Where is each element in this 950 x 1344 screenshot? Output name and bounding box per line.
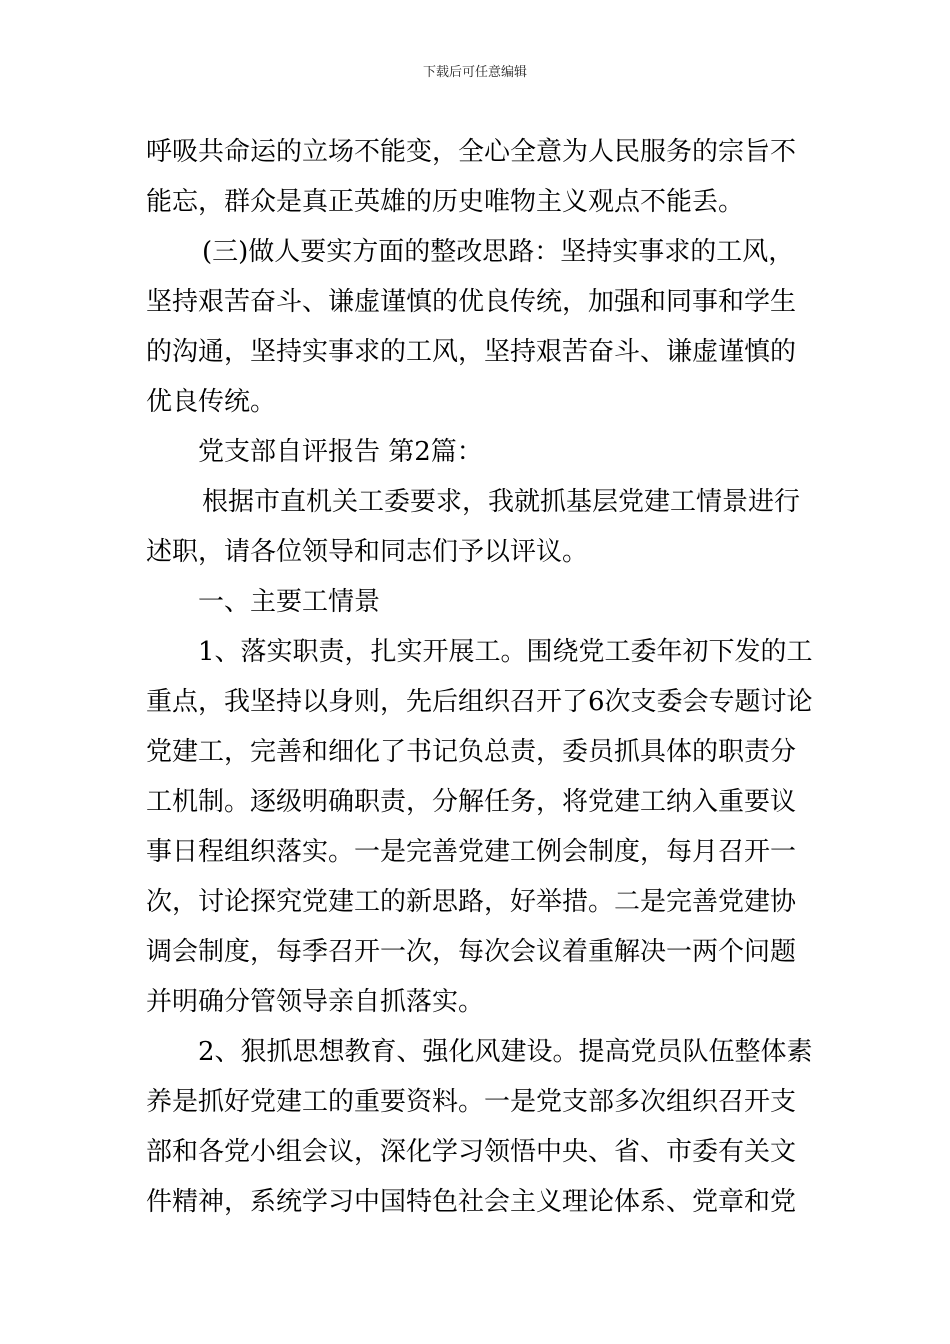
text-line: 的沟通，坚持实事求的工风，坚持艰苦奋斗、谦虚谨慎的 [146,337,797,367]
text-line: 养是抓好党建工的重要资料。一是党支部多次组织召开支 [146,1087,797,1117]
text-line: 根据市直机关工委要求，我就抓基层党建工情景进行 [202,487,801,517]
text-line: 1、落实职责，扎实开展工。围绕党工委年初下发的工 [198,637,813,667]
text-line: 坚持艰苦奋斗、谦虚谨慎的优良传统，加强和同事和学生 [146,287,797,317]
text-line: 事日程组织落实。一是完善党建工例会制度，每月召开一 [146,837,797,867]
text-line: 呼吸共命运的立场不能变，全心全意为人民服务的宗旨不 [146,137,797,167]
page-header: 下载后可任意编辑 [422,65,527,80]
text-line: 述职，请各位领导和同志们予以评议。 [146,537,589,567]
text-line: 能忘，群众是真正英雄的历史唯物主义观点不能丢。 [146,187,745,217]
text-line: 2、狠抓思想教育、强化风建设。提高党员队伍整体素 [198,1037,813,1067]
text-line: 次，讨论探究党建工的新思路，好举措。二是完善党建协 [146,887,797,917]
text-line: 党建工，完善和细化了书记负总责，委员抓具体的职责分 [146,737,797,767]
text-line: 并明确分管领导亲自抓落实。 [146,987,485,1017]
text-line: 优良传统。 [146,387,277,417]
text-line: 工机制。逐级明确职责，分解任务，将党建工纳入重要议 [146,787,797,817]
text-line: 党支部自评报告 第2篇： [198,437,483,467]
text-line: 重点，我坚持以身则，先后组织召开了6次支委会专题讨论 [146,687,813,717]
document-body [146,127,813,1227]
text-line: 一、主要工情景 [198,587,381,617]
text-line: 部和各党小组会议，深化学习领悟中央、省、市委有关文 [146,1137,797,1167]
text-line: (三)做人要实方面的整改思路：坚持实事求的工风， [202,237,795,267]
text-line: 件精神，系统学习中国特色社会主义理论体系、党章和党 [146,1187,797,1217]
text-line: 调会制度，每季召开一次，每次会议着重解决一两个问题 [146,937,797,967]
